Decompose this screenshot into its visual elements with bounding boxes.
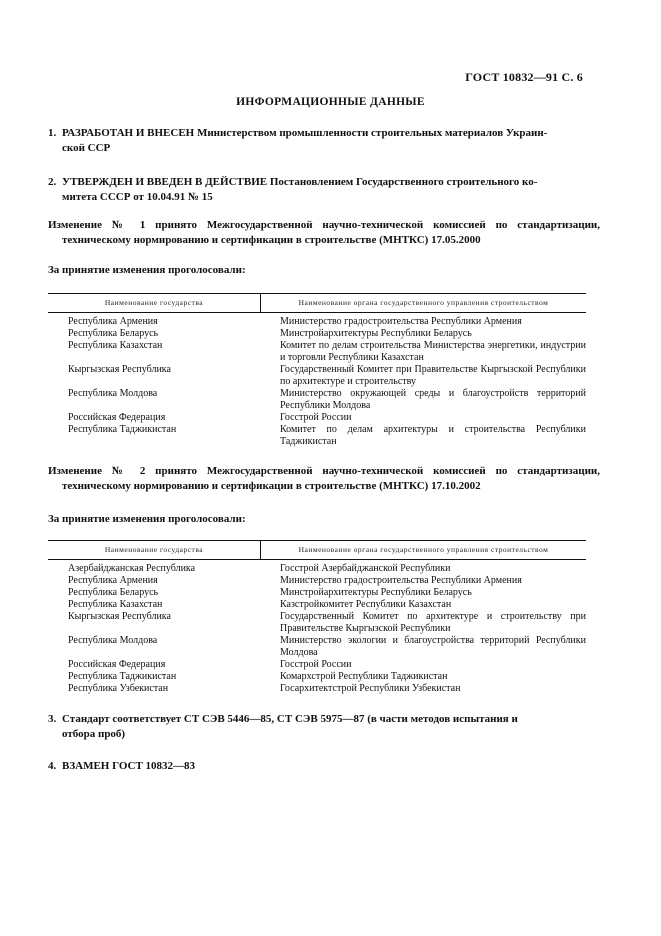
- organ-cell: Государственный Комитет при Правительстве Кыргызской Республики по архитектуре и строительству: [280, 364, 586, 387]
- change-2-table: [48, 540, 586, 695]
- state-cell: Республика Казахстан: [68, 340, 163, 351]
- item-4: [48, 759, 586, 774]
- change-2-text: Изменение № 2 принято Межгосударственной научно-технической комиссией по стандартизации, техническому нормированию и сертификации в строительстве (МНТКС) 17.10.2002: [48, 465, 600, 492]
- table-row: [48, 388, 586, 412]
- organ-cell: Комитет по делам строительства Министерства энергетики, индустрии и торговли Республики Казахстан: [280, 340, 586, 363]
- state-cell: Российская Федерация: [68, 412, 166, 423]
- section-title: ИНФОРМАЦИОННЫЕ ДАННЫЕ: [236, 96, 425, 108]
- organ-cell: Минстройархитектуры Республики Беларусь: [280, 587, 472, 598]
- change-1-text: Изменение № 1 принято Межгосударственной научно-технической комиссией по стандартизации, техническому нормированию и сертификации в строительстве (МНТКС) 17.05.2000: [48, 219, 600, 246]
- organ-cell: Министерство экологии и благоустройства территорий Республики Молдова: [280, 635, 586, 658]
- table-row: [48, 412, 586, 424]
- table-body: [48, 560, 586, 695]
- organ-cell: Казстройкомитет Республики Казахстан: [280, 599, 452, 610]
- table-row: [48, 599, 586, 611]
- state-cell: Республика Узбекистан: [68, 683, 169, 694]
- item-1-continuation: ской ССР: [62, 142, 111, 154]
- state-cell: Кыргызская Республика: [68, 611, 171, 622]
- organ-cell: Минстройархитектуры Республики Беларусь: [280, 328, 472, 339]
- state-cell: Республика Казахстан: [68, 599, 163, 610]
- item-1-text: РАЗРАБОТАН И ВНЕСЕН Министерством промышленности строительных материалов Украин-: [62, 127, 548, 139]
- item-4-text: ВЗАМЕН ГОСТ 10832—83: [62, 760, 196, 772]
- table-row: [48, 683, 586, 695]
- change-1-vote-label: За принятие изменения проголосовали:: [48, 264, 246, 276]
- table-row: [48, 611, 586, 635]
- table-row: [48, 563, 586, 575]
- table-row: [48, 340, 586, 364]
- page-header-code: ГОСТ 10832—91 С. 6: [465, 70, 583, 84]
- column-header-organ: Наименование органа государственного управления строительством: [298, 545, 549, 554]
- item-3: [48, 712, 586, 742]
- table-row: [48, 424, 586, 448]
- table-header: [48, 541, 586, 559]
- state-cell: Республика Армения: [68, 575, 158, 586]
- organ-cell: Госстрой Азербайджанской Республики: [280, 563, 451, 574]
- table-header: [48, 294, 586, 312]
- table-body: [48, 313, 586, 448]
- table-row: [48, 316, 586, 328]
- state-cell: Российская Федерация: [68, 659, 166, 670]
- state-cell: Республика Молдова: [68, 635, 158, 646]
- table-row: [48, 328, 586, 340]
- organ-cell: Госстрой России: [280, 659, 352, 670]
- state-cell: Республика Таджикистан: [68, 424, 177, 435]
- organ-cell: Министерство окружающей среды и благоустройств территорий Республики Молдова: [280, 388, 586, 411]
- item-2: [48, 175, 586, 205]
- state-cell: Азербайджанская Республика: [68, 563, 196, 574]
- organ-cell: Госстрой России: [280, 412, 352, 423]
- state-cell: Республика Беларусь: [68, 587, 159, 598]
- state-cell: Кыргызская Республика: [68, 364, 171, 375]
- item-4-number: 4.: [48, 760, 57, 772]
- item-1-number: 1.: [48, 127, 57, 139]
- table-row: [48, 364, 586, 388]
- organ-cell: Министерство градостроительства Республики Армения: [280, 575, 522, 586]
- item-3-continuation: отбора проб): [62, 728, 126, 740]
- organ-cell: Государственный Комитет по архитектуре и строительству при Правительстве Кыргызской Республики: [280, 611, 586, 634]
- organ-cell: Комархстрой Республики Таджикистан: [280, 671, 448, 682]
- item-3-text: Стандарт соответствует СТ СЭВ 5446—85, СТ СЭВ 5975—87 (в части методов испытания и: [62, 713, 518, 725]
- table-row: [48, 575, 586, 587]
- organ-cell: Госархитектстрой Республики Узбекистан: [280, 683, 461, 694]
- column-header-organ: Наименование органа государственного управления строительством: [298, 298, 549, 307]
- table-row: [48, 671, 586, 683]
- item-2-text: УТВЕРЖДЕН И ВВЕДЕН В ДЕЙСТВИЕ Постановлением Государственного строительного ко-: [62, 176, 538, 188]
- state-cell: Республика Молдова: [68, 388, 158, 399]
- item-2-number: 2.: [48, 176, 57, 188]
- state-cell: Республика Армения: [68, 316, 158, 327]
- table-row: [48, 635, 586, 659]
- state-cell: Республика Беларусь: [68, 328, 159, 339]
- table-row: [48, 587, 586, 599]
- organ-cell: Министерство градостроительства Республики Армения: [280, 316, 522, 327]
- item-1: [48, 126, 586, 156]
- column-header-state: Наименование государства: [48, 294, 261, 312]
- table-row: [48, 659, 586, 671]
- column-header-state: Наименование государства: [48, 541, 261, 559]
- change-1-table: [48, 293, 586, 448]
- change-2-vote-label: За принятие изменения проголосовали:: [48, 513, 246, 525]
- item-2-continuation: митета СССР от 10.04.91 № 15: [62, 191, 213, 203]
- item-3-number: 3.: [48, 713, 57, 725]
- organ-cell: Комитет по делам архитектуры и строительства Республики Таджикистан: [280, 424, 586, 447]
- state-cell: Республика Таджикистан: [68, 671, 177, 682]
